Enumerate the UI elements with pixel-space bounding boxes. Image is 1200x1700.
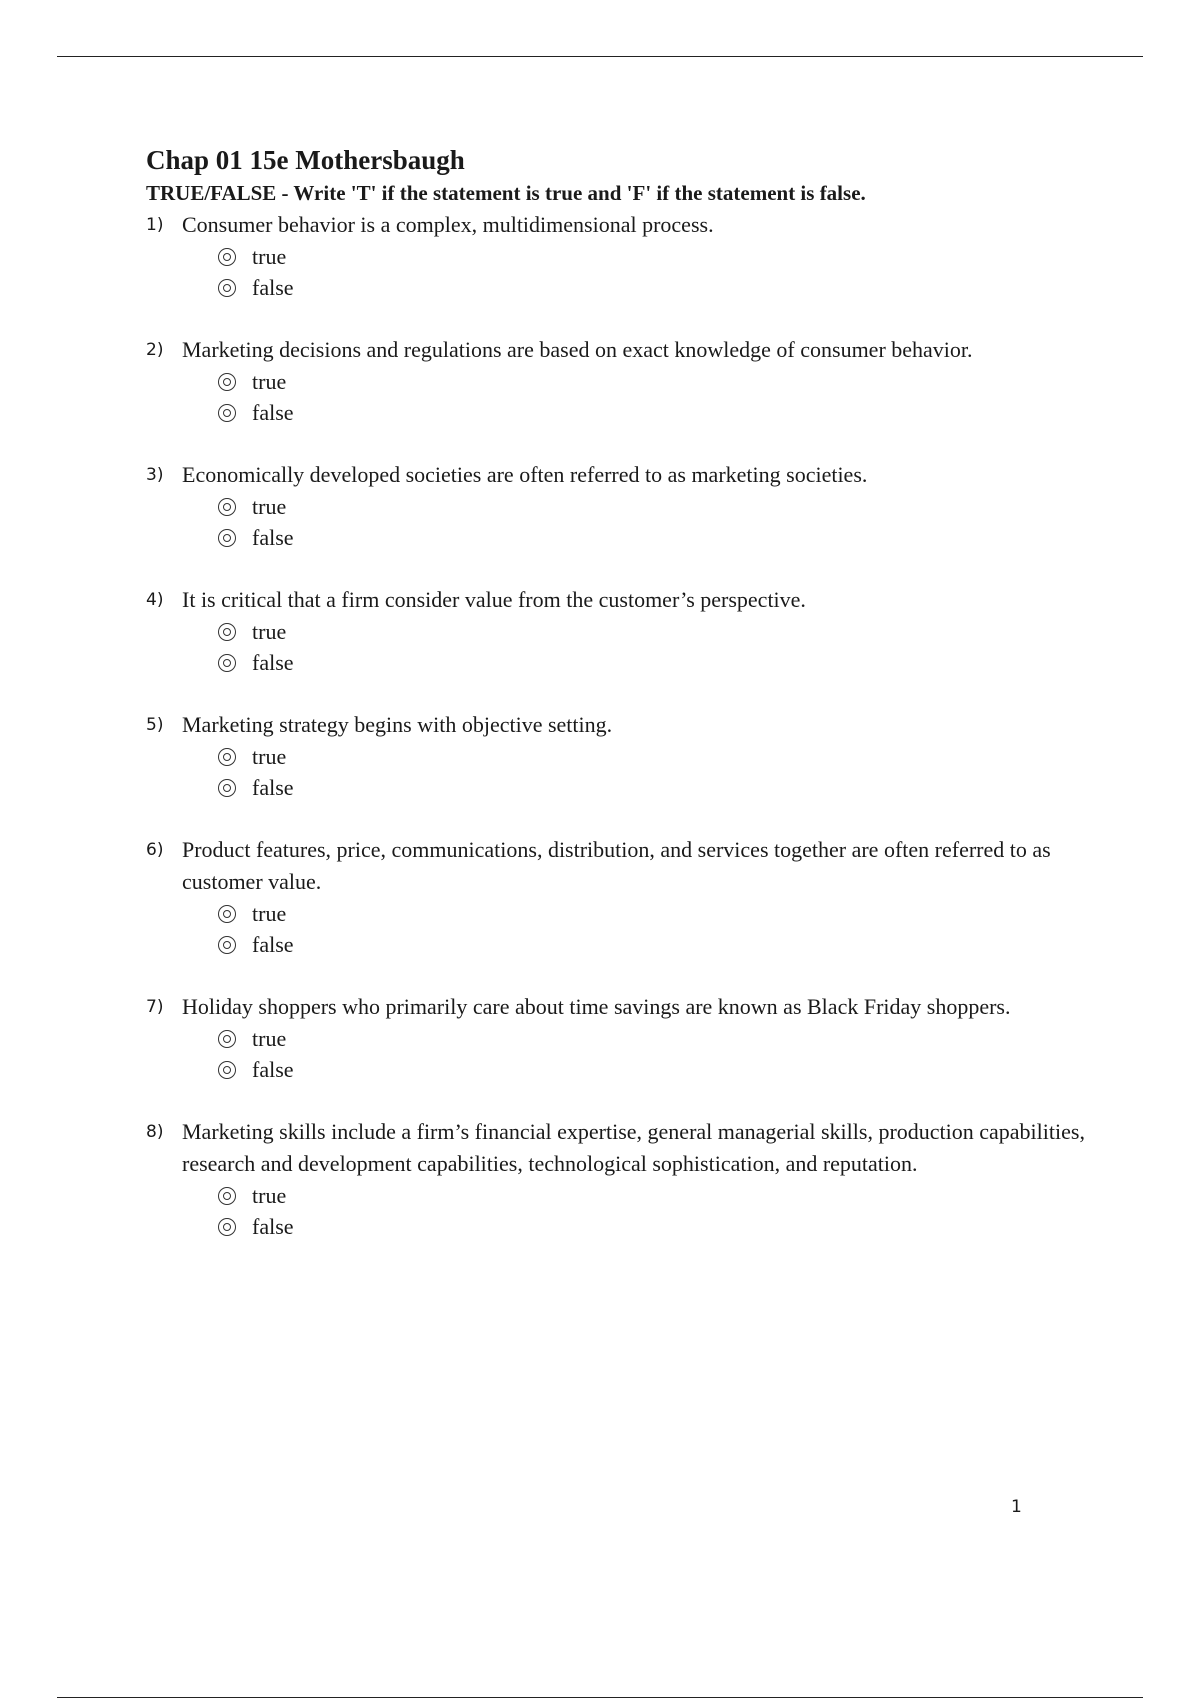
radio-button-icon[interactable]	[218, 248, 236, 266]
answer-option-label: true	[252, 1026, 287, 1051]
answer-option-true[interactable]	[218, 616, 1106, 647]
answer-option-true[interactable]	[218, 241, 1106, 272]
top-rule	[57, 56, 1143, 57]
question-text: Economically developed societies are often referred to as marketing societies.	[182, 462, 868, 487]
question-text: Product features, price, communications, distribution, and services together are often referred to as customer value.	[182, 837, 1051, 894]
instructions: TRUE/FALSE - Write 'T' if the statement is true and 'F' if the statement is false.	[146, 181, 866, 205]
document-body	[146, 143, 1106, 1273]
question-item	[146, 459, 1106, 553]
answer-option-label: true	[252, 244, 287, 269]
answer-option-false[interactable]	[218, 1211, 1106, 1242]
question-list	[146, 209, 1106, 1242]
question-item	[146, 209, 1106, 303]
radio-button-icon[interactable]	[218, 748, 236, 766]
question-number: 1)	[146, 215, 164, 235]
answer-option-label: false	[252, 650, 294, 675]
radio-button-icon[interactable]	[218, 779, 236, 797]
answer-option-label: true	[252, 369, 287, 394]
radio-dot-icon	[223, 284, 231, 292]
radio-dot-icon	[223, 1066, 231, 1074]
answer-options	[218, 741, 1106, 803]
radio-dot-icon	[223, 941, 231, 949]
answer-option-false[interactable]	[218, 929, 1106, 960]
question-number: 7)	[146, 997, 164, 1017]
radio-dot-icon	[223, 409, 231, 417]
radio-button-icon[interactable]	[218, 279, 236, 297]
radio-dot-icon	[223, 784, 231, 792]
radio-button-icon[interactable]	[218, 905, 236, 923]
answer-options	[218, 1023, 1106, 1085]
answer-option-true[interactable]	[218, 1180, 1106, 1211]
answer-option-label: false	[252, 525, 294, 550]
question-text: Marketing decisions and regulations are based on exact knowledge of consumer behavior.	[182, 337, 973, 362]
answer-option-true[interactable]	[218, 741, 1106, 772]
question-item	[146, 991, 1106, 1085]
question-number: 6)	[146, 840, 164, 860]
answer-option-label: false	[252, 775, 294, 800]
answer-option-label: true	[252, 494, 287, 519]
document-title: Chap 01 15e Mothersbaugh	[146, 145, 465, 175]
question-item	[146, 1116, 1106, 1242]
answer-options	[218, 898, 1106, 960]
radio-button-icon[interactable]	[218, 529, 236, 547]
answer-option-label: false	[252, 932, 294, 957]
answer-options	[218, 616, 1106, 678]
answer-option-false[interactable]	[218, 772, 1106, 803]
answer-options	[218, 491, 1106, 553]
question-text: Consumer behavior is a complex, multidimensional process.	[182, 212, 714, 237]
answer-option-label: false	[252, 1057, 294, 1082]
answer-option-true[interactable]	[218, 1023, 1106, 1054]
radio-button-icon[interactable]	[218, 1061, 236, 1079]
answer-option-label: true	[252, 1183, 287, 1208]
radio-dot-icon	[223, 910, 231, 918]
answer-option-label: false	[252, 400, 294, 425]
answer-option-true[interactable]	[218, 366, 1106, 397]
radio-dot-icon	[223, 503, 231, 511]
answer-option-true[interactable]	[218, 491, 1106, 522]
radio-dot-icon	[223, 534, 231, 542]
question-number: 2)	[146, 340, 164, 360]
radio-button-icon[interactable]	[218, 1030, 236, 1048]
answer-option-false[interactable]	[218, 397, 1106, 428]
answer-options	[218, 1180, 1106, 1242]
question-item	[146, 709, 1106, 803]
radio-button-icon[interactable]	[218, 1218, 236, 1236]
radio-dot-icon	[223, 753, 231, 761]
question-number: 4)	[146, 590, 164, 610]
question-item	[146, 334, 1106, 428]
answer-option-label: false	[252, 1214, 294, 1239]
answer-option-false[interactable]	[218, 272, 1106, 303]
bottom-rule	[57, 1697, 1143, 1698]
answer-option-label: true	[252, 901, 287, 926]
question-number: 3)	[146, 465, 164, 485]
question-number: 8)	[146, 1122, 164, 1142]
radio-dot-icon	[223, 659, 231, 667]
question-text: Marketing skills include a firm’s financial expertise, general managerial skills, production capabilities, research and development capabilities, technological sophistication, and reputation.	[182, 1119, 1085, 1176]
question-text: Marketing strategy begins with objective setting.	[182, 712, 613, 737]
radio-dot-icon	[223, 628, 231, 636]
page-number: 1	[1011, 1497, 1022, 1517]
answer-option-false[interactable]	[218, 647, 1106, 678]
question-item	[146, 834, 1106, 960]
question-text: Holiday shoppers who primarily care about time savings are known as Black Friday shoppers.	[182, 994, 1011, 1019]
radio-button-icon[interactable]	[218, 654, 236, 672]
radio-dot-icon	[223, 1223, 231, 1231]
question-number: 5)	[146, 715, 164, 735]
radio-dot-icon	[223, 1192, 231, 1200]
radio-dot-icon	[223, 253, 231, 261]
answer-option-label: true	[252, 744, 287, 769]
answer-option-false[interactable]	[218, 522, 1106, 553]
radio-button-icon[interactable]	[218, 404, 236, 422]
answer-option-label: false	[252, 275, 294, 300]
radio-dot-icon	[223, 1035, 231, 1043]
question-text: It is critical that a firm consider value from the customer’s perspective.	[182, 587, 806, 612]
answer-option-false[interactable]	[218, 1054, 1106, 1085]
question-item	[146, 584, 1106, 678]
answer-option-label: true	[252, 619, 287, 644]
radio-button-icon[interactable]	[218, 498, 236, 516]
radio-button-icon[interactable]	[218, 373, 236, 391]
answer-options	[218, 366, 1106, 428]
radio-dot-icon	[223, 378, 231, 386]
radio-button-icon[interactable]	[218, 623, 236, 641]
radio-button-icon[interactable]	[218, 1187, 236, 1205]
radio-button-icon[interactable]	[218, 936, 236, 954]
answer-option-true[interactable]	[218, 898, 1106, 929]
answer-options	[218, 241, 1106, 303]
